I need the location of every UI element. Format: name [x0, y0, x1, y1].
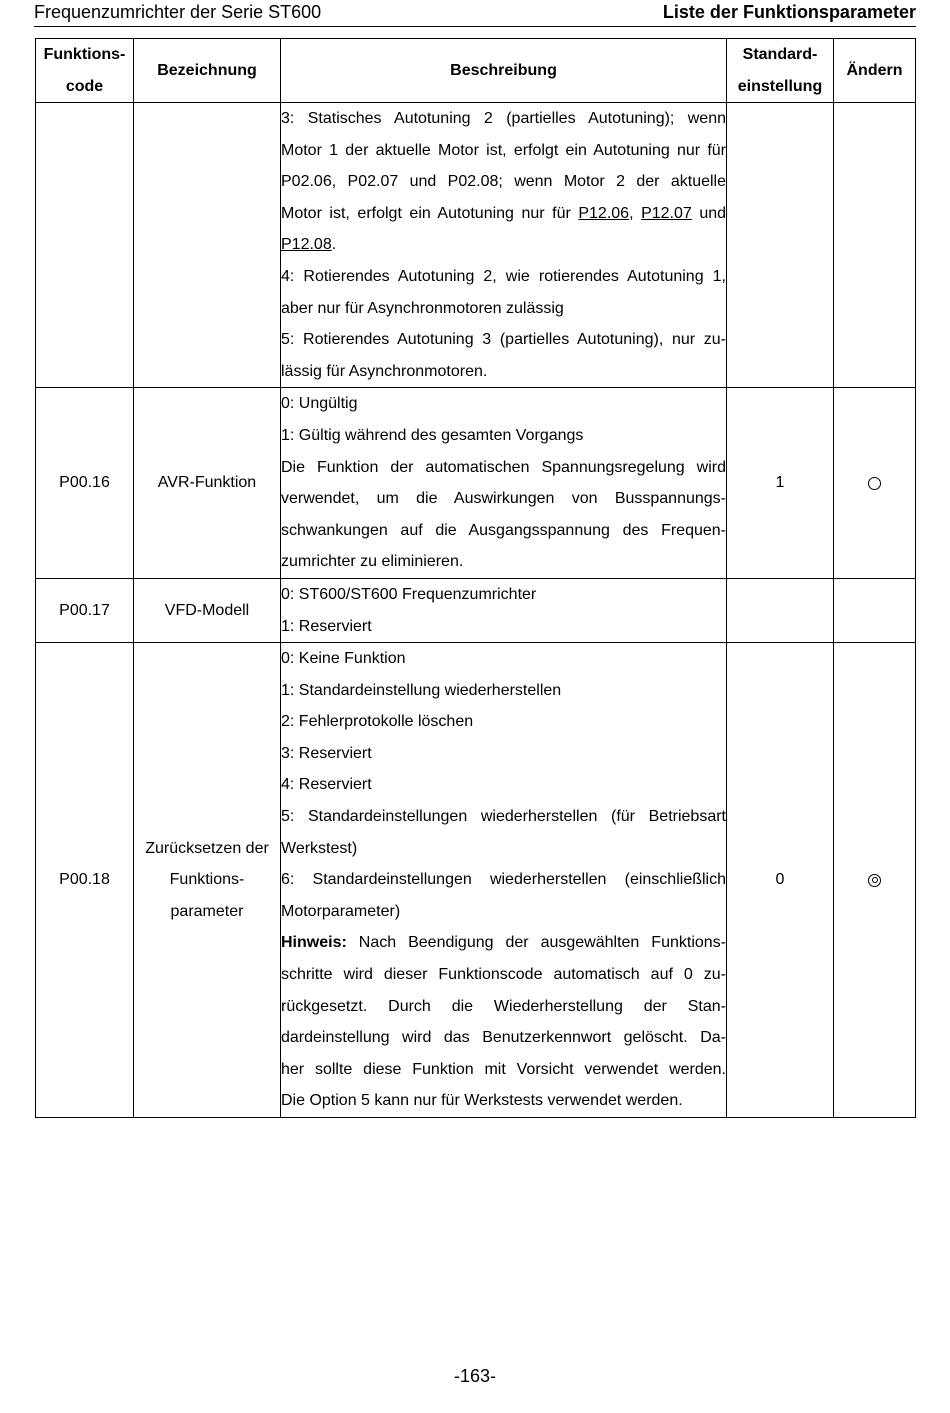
double-circle-icon: [868, 874, 881, 887]
description-text: 6: Standardeinstellungen wiederherstellen (einschließlich: [281, 871, 726, 889]
description-text: 0: Keine Funktion: [281, 650, 406, 668]
note-label: Hinweis:: [281, 934, 347, 952]
description-line: [281, 864, 726, 896]
description-text: her sollte diese Funktion mit Vorsicht verwendet werden.: [281, 1060, 726, 1078]
section-title: Liste der Funktionsparameter: [662, 2, 916, 22]
description-line: [281, 959, 726, 991]
col-header-name: Bezeichnung: [134, 39, 281, 103]
parameter-name-line: Funktions-: [169, 871, 245, 889]
description-line: [281, 675, 726, 707]
description-line: [281, 388, 726, 420]
description-text: Die Funktion der automatischen Spannungsregelung wird: [281, 458, 726, 476]
description-text: rückgesetzt. Durch die Wiederherstellung der Stan-: [281, 997, 726, 1015]
description-line: [281, 324, 726, 356]
table-row: [36, 388, 916, 579]
function-code-cell: P00.16: [36, 388, 134, 579]
change-cell: [834, 103, 916, 388]
description-text: schwankungen auf die Ausgangsspannung des Frequen-: [281, 521, 726, 539]
description-line: [281, 1085, 726, 1117]
description-line: [281, 166, 726, 198]
change-cell: [834, 578, 916, 642]
description-text: Motor 1 der aktuelle Motor ist, erfolgt ein Autotuning nur für: [281, 141, 726, 159]
description-line: [281, 927, 726, 959]
description-line: [281, 452, 726, 484]
description-text: Werkstest): [281, 839, 358, 857]
function-code-cell: P00.17: [36, 578, 134, 642]
description-line: [281, 896, 726, 928]
parameter-link: P12.06: [578, 204, 630, 222]
description-cell: [281, 388, 727, 579]
description-text: schritte wird dieser Funktionscode automatisch auf 0 zu-: [281, 966, 726, 984]
parameter-link: P12.07: [641, 204, 692, 222]
description-line: [281, 483, 726, 515]
description-text: Nach Beendigung der ausgewählten Funktions-: [346, 934, 726, 952]
description-text: 4: Rotierendes Autotuning 2, wie rotierendes Autotuning 1,: [281, 267, 726, 285]
description-text: Motorparameter): [281, 902, 401, 920]
description-line: [281, 198, 726, 230]
table-row: [36, 103, 916, 388]
description-text: 0: ST600/ST600 Frequenzumrichter: [281, 585, 537, 603]
description-text: ,: [629, 204, 642, 222]
description-text: 1: Standardeinstellung wiederherstellen: [281, 681, 562, 699]
table-header-row: [36, 39, 916, 103]
table-row: [36, 578, 916, 642]
change-cell: [834, 643, 916, 1118]
default-value-cell: 0: [727, 643, 834, 1118]
description-line: [281, 420, 726, 452]
description-text: 2: Fehlerprotokolle löschen: [281, 713, 474, 731]
function-code-cell: P00.18: [36, 643, 134, 1118]
description-cell: [281, 643, 727, 1118]
description-text: 3: Statisches Autotuning 2 (partielles Autotuning); wenn: [281, 110, 726, 127]
description-line: [281, 515, 726, 547]
description-text: zumrichter zu eliminieren.: [281, 553, 464, 571]
description-text: .: [331, 236, 337, 254]
description-cell: [281, 578, 727, 642]
description-line: [281, 579, 726, 611]
description-line: [281, 706, 726, 738]
description-text: P02.06, P02.07 und P02.08; wenn Motor 2 der aktuelle: [281, 173, 726, 191]
description-line: [281, 103, 726, 135]
description-text: Die Option 5 kann nur für Werkstests verwendet werden.: [281, 1092, 683, 1110]
description-text: Motor ist, erfolgt ein Autotuning nur für: [281, 204, 579, 222]
parameter-name-cell: [134, 578, 281, 642]
description-text: lässig für Asynchronmotoren.: [281, 362, 488, 380]
description-text: 5: Standardeinstellungen wiederherstellen (für Betriebsart: [281, 808, 726, 826]
col-header-default: Standard- einstellung: [727, 39, 834, 103]
description-text: 1: Reserviert: [281, 617, 372, 635]
description-line: [281, 1022, 726, 1054]
parameter-name-line: AVR-Funktion: [157, 474, 257, 492]
description-line: [281, 769, 726, 801]
parameter-name-line: VFD-Modell: [164, 601, 250, 619]
description-line: [281, 356, 726, 388]
col-header-description: Beschreibung: [281, 39, 727, 103]
description-cell: [281, 103, 727, 388]
description-line: [281, 611, 726, 643]
default-value-cell: 1: [727, 388, 834, 579]
description-line: [281, 293, 726, 325]
description-line: [281, 546, 726, 578]
description-text: und: [691, 204, 727, 222]
change-cell: [834, 388, 916, 579]
parameter-name-line: Zurücksetzen der: [145, 839, 269, 857]
parameter-name-line: parameter: [170, 902, 244, 920]
document-title: Frequenzumrichter der Serie ST600: [34, 2, 322, 22]
parameter-name-cell: [134, 103, 281, 388]
circle-icon: [868, 477, 881, 490]
description-text: 3: Reserviert: [281, 744, 372, 762]
parameter-name-cell: [134, 388, 281, 579]
default-value-cell: [727, 578, 834, 642]
description-line: [281, 1054, 726, 1086]
description-line: [281, 991, 726, 1023]
description-line: [281, 833, 726, 865]
parameter-table: [35, 38, 916, 1118]
parameter-name-cell: [134, 643, 281, 1118]
description-line: [281, 738, 726, 770]
description-line: [281, 261, 726, 293]
description-line: [281, 229, 726, 261]
description-line: [281, 135, 726, 167]
function-code-cell: [36, 103, 134, 388]
description-text: dardeinstellung wird das Benutzerkennwort gelöscht. Da-: [281, 1029, 726, 1047]
description-text: aber nur für Asynchronmotoren zulässig: [281, 299, 564, 317]
col-header-code: Funktions- code: [36, 39, 134, 103]
description-text: 1: Gültig während des gesamten Vorgangs: [281, 426, 584, 444]
parameter-link: P12.08: [281, 236, 332, 254]
table-row: [36, 643, 916, 1118]
description-text: 4: Reserviert: [281, 776, 372, 794]
description-text: 5: Rotierendes Autotuning 3 (partielles Autotuning), nur zu-: [281, 331, 726, 349]
description-text: 0: Ungültig: [281, 395, 358, 413]
description-line: [281, 643, 726, 675]
description-line: [281, 801, 726, 833]
description-text: verwendet, um die Auswirkungen von Busspannungs-: [281, 490, 726, 508]
page-number: -163-: [453, 1366, 497, 1386]
default-value-cell: [727, 103, 834, 388]
page-header: [34, 0, 916, 27]
col-header-change: Ändern: [834, 39, 916, 103]
